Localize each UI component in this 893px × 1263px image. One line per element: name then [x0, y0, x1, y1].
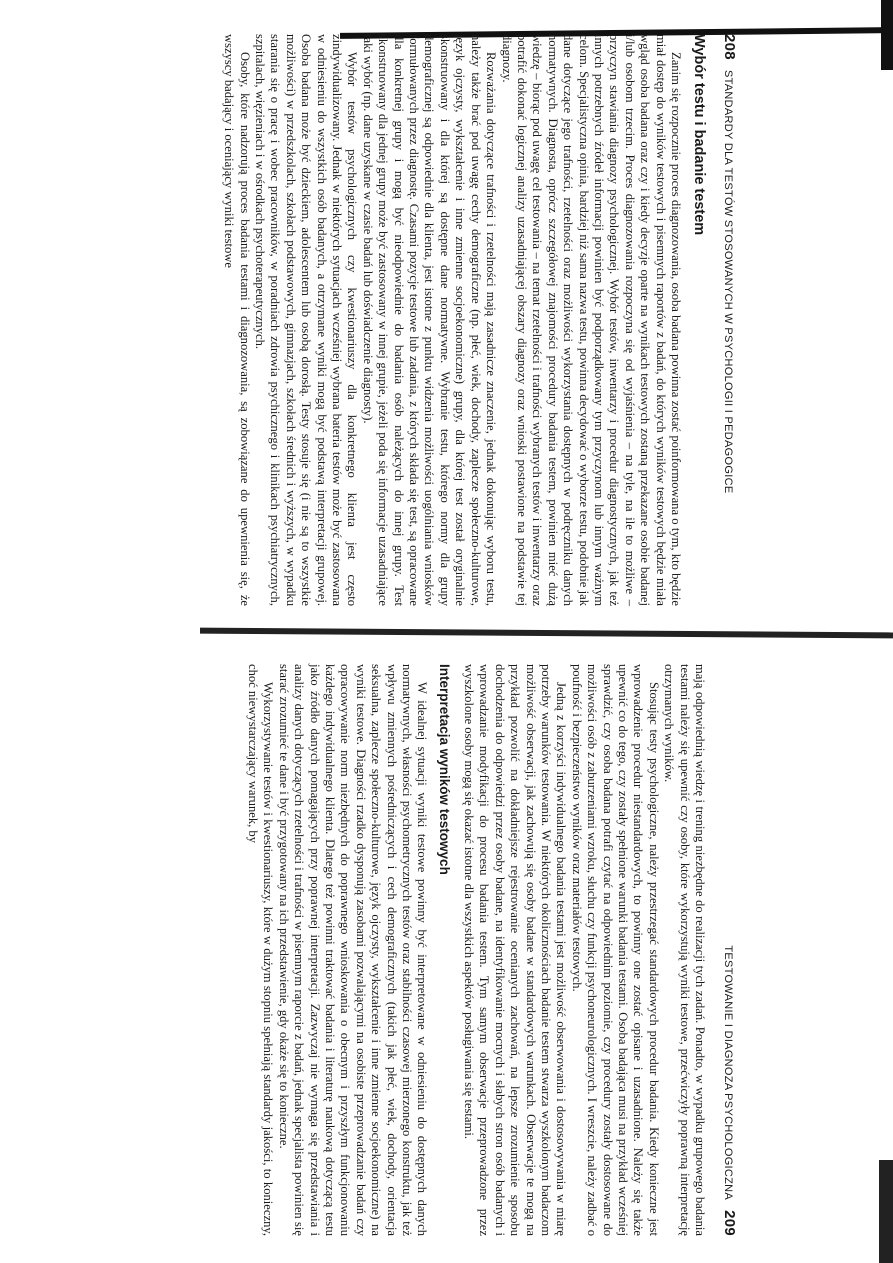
scan-edge-mark — [881, 0, 893, 70]
paragraph: W idealnej sytuacji wyniki testowe powinny być interpretowane w odniesieniu do dostępnych danych normatywnych, własności psychometrycznych testów oraz stabilności czasowej mierzonego konstruktu, jak też wpływu zmiennych pośredniczących i cech demograficznych (takich jak płeć, wiek, dochody, orientacja seksualna, zaplecze społeczno-kulturowe, język ojczysty, wykształcenie i inne zmienne socjoekonomiczne) na wyniki testowe. Diagności rzadko dysponują zasobami pozwalającymi na osobiste przeprowadzanie badań czy opracowywanie norm niezbędnych do poprawnego wnioskowania o obecnym i przyszłym funkcjonowaniu każdego indywidualnego klienta. Dlatego też powinni traktować badania i literaturę naukową dotyczącą testu jako źródło danych pomagających przy poprawnej interpretacji. Zazwyczaj nie wymaga się przedstawiania i analizy danych dotyczących rzetelności i trafności w pisemnym raporcie z badań, jednak specjalista powinien się starać zrozumieć te dane i być przygotowany na ich przedstawienie, gdy okaże się to konieczne. — [276, 664, 430, 1236]
paragraph: mają odpowiednią wiedzę i trening niezbędne do realizacji tych zadań. Ponadto, w wypadku grupowego badania testami należy się upewnić czy osoby, które wykorzystują wyniki testowe, przećwiczyły poprawną interpretację otrzymanych wyników. — [662, 664, 707, 1236]
running-head — [721, 34, 738, 606]
section-title: Interpretacja wyników testowych — [437, 664, 453, 875]
page-number: 208 — [721, 34, 738, 60]
paragraph: Zanim się rozpocznie proces diagnozowania, osoba badana powinna zostać poinformowana o tym, kto będzie miał dostęp do wyników testowych i pisemnych raportów z badań, do których wyników testowych będzie miała wgląd osoba badana oraz czy i kiedy decyzje oparte na wynikach testowych zostaną przekazane osobie badanej i/lub osobom trzecim. Proces diagnozowania rozpoczyna się od wyjaśnienia – na tyle, na ile to możliwe – przyczyn stawiania diagnozy psychologicznej. Wybór testów, inwentarzy i procedur diagnostycznych, jak też innych potrzebnych źródeł informacji powinien być podporządkowany tym przyczynom lub innym ważnym celom. Specjalistyczna opinia, bardziej niż sama nazwa testu, powinna decydować o wyborze testu, podobnie jak dane dotyczące jego trafności, rzetelności oraz możliwości wykorzystania dostępnych w podręczniku danych normatywnych. Diagnosta, oprócz szczegółowej znajomości procedury badania testem, powinien mieć dużą wiedzę – biorąc pod uwagę cel testowania – na temat rzetelności i trafności wybranych testów i inwentarzy oraz potrafić dokonać logicznej analizy uzasadniającej obszary diagnozy oraz wnioski postawione na podstawie tej diagnozy. — [499, 34, 683, 606]
scan-fold-shadow — [200, 628, 893, 639]
paragraph: Stosując testy psychologiczne, należy przestrzegać standardowych procedur badania. Kiedy konieczne jest wprowadzenie procedur niestandardowych, to powinny one zostać opisane i uzasadnione. Należy się także upewnić co do tego, czy zostały spełnione warunki badania testami. Osoba badająca musi na przykład wcześniej sprawdzić, czy osoba badana potrafi czytać na odpowiednim poziomie, czy procedury zostały dostosowane do możliwości osób z zaburzeniami wzroku, słuchu czy funkcji psychoneurologicznych. I wreszcie, należy zadbać o poufność i bezpieczeństwo wyników oraz materiałów testowych. — [569, 664, 661, 1236]
scan-edge-mark — [879, 1160, 893, 1263]
paragraph: Osoby, które nadzorują proces badania testami i diagnozowania, są zobowiązane do upewnienia się, że wszyscy badający i oceniający wyniki testowe — [222, 34, 252, 606]
paragraph: Rozważania dotyczące trafności i rzetelności mają zasadnicze znaczenie, jednak dokonując wyboru testu, należy także brać pod uwagę cechy demograficzne (np. płeć, wiek, dochody, zaplecze społeczno-kulturowe, język ojczysty, wykształcenie i inne zmienne socjoekonomiczne) grupy, dla której test został oryginalnie skonstruowany i dla której są dostępne dane normatywne. Wybranie testu, którego normy dla grupy demograficznej są odpowiednie dla klienta, jest istotne z punktu widzenia możliwości uogólniania wniosków formułowanych przez diagnostę. Czasami pozycje testowe lub zadania, z których składa się test, są opracowane dla konkretnej grupy i mogą być nieodpowiednie do badania osób należących do innej grupy. Test skonstruowany dla jednej grupy może być zastosowany w innej grupie, jeżeli poda się informacje uzasadniające taki wybór (np. dane uzyskane w czasie badań lub doświadczenie diagnosty). — [360, 34, 499, 606]
paragraph: Wykorzystywanie testów i kwestionariuszy, które w dużym stopniu spełniają standardy jakości, to konieczny, choć niewystarczający warunek, by — [246, 664, 276, 1236]
page-208 — [0, 20, 746, 620]
running-head-title: TESTOWANIE I DIAGNOZA PSYCHOLOGICZNA — [722, 945, 734, 1201]
paragraph: Jedną z korzyści indywidualnego badania testami jest możliwość obserwowania i dostosowywania w miarę potrzeby warunków testowania. W niektórych okolicznościach badanie testem stwarza wyszkolonym badaczom możliwość obserwacji, jak zachowują się osoby badane w standardowych warunkach. Obserwacje te mogą na przykład pozwolić na dokładniejsze rejestrowanie ocenianych zachowań, na lepsze zrozumienie sposobu dochodzenia do odpowiedzi przez osoby badane, na identyfikowanie mocnych i słabych stron osób badanych i wprowadzanie modyfikacji do procesu badania testem. Tym samym obserwacje przeprowadzone przez wyszkolone osoby mogą się okazać istotne dla wszystkich aspektów posługiwania się testami. — [461, 664, 569, 1236]
running-head — [721, 664, 738, 1236]
paragraph: Wybór testów psychologicznych czy kwestionariuszy dla konkretnego klienta jest często zindywidualizowany. Jednak w niektórych sytuacjach wcześniej wybrana bateria testów może być zastosowana w odniesieniu do wszystkich osób badanych, a otrzymane wyniki mogą być podstawą interpretacji grupowej. Osoba badana może być dzieckiem, adolescentem lub osobą dorosłą. Testy stosuje się (i nie są to wszystkie możliwości) w przedszkolach, szkołach podstawowych, gimnazjach, szkołach średnich i wyższych, w wypadku starania się o pracę i wobec pracowników, w poradniach zdrowia psychicznego i klinikach psychiatrycznych, szpitalach, więzieniach i w ośrodkach psychoterapeutycznych. — [253, 34, 360, 606]
page-209 — [0, 650, 746, 1250]
section-title: Wybór testu i badanie testem — [691, 34, 707, 236]
running-head-title: STANDARDY DLA TESTÓW STOSOWANYCH W PSYCHOLOGII I PEDAGOGICE — [722, 69, 734, 494]
page-number: 209 — [721, 1210, 738, 1236]
